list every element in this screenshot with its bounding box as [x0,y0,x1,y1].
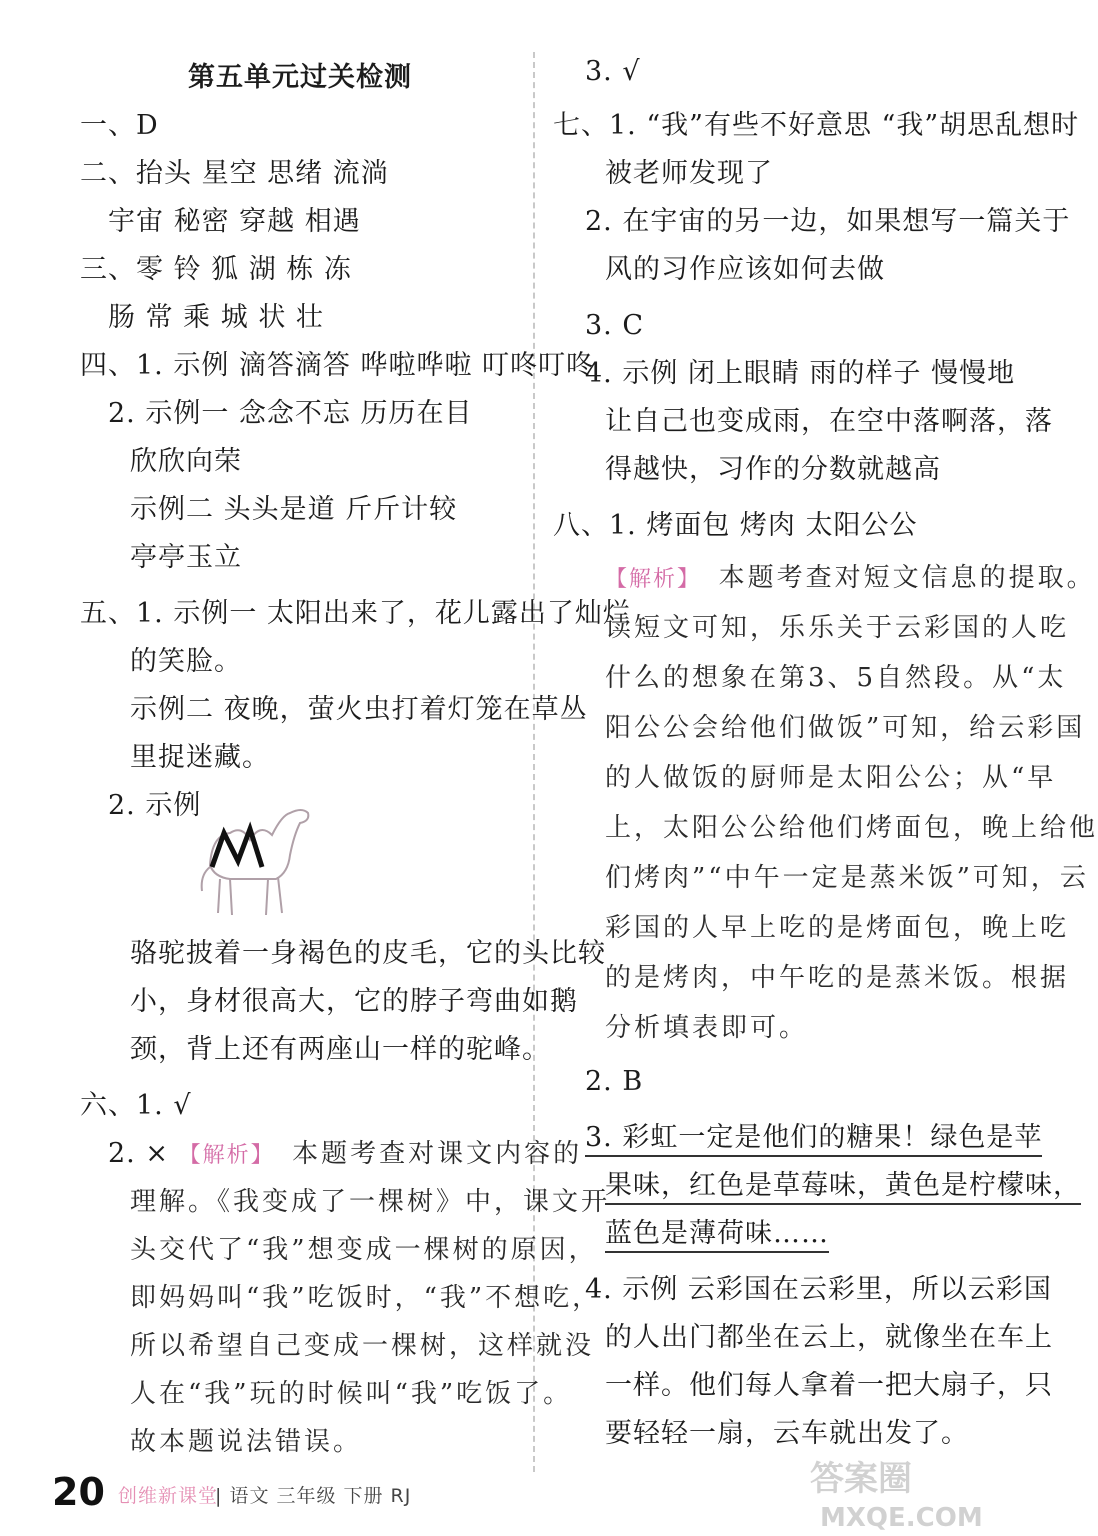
answer-line: 3. √ [585,56,641,87]
answer-line: 2. 示例一 念念不忘 历历在目 [108,398,473,429]
analysis-text: 本题考查对课文内容的 [292,1139,583,1169]
answer-line: 被老师发现了 [605,158,773,189]
answer-line: 的笑脸。 [130,646,242,677]
answer-line: 颈，背上还有两座山一样的驼峰。 [130,1034,550,1065]
analysis-line: 阳公公会给他们做饭”可知，给云彩国 [605,713,1086,743]
answer-line: 示例二 头头是道 斤斤计较 [130,494,458,525]
answer-line: 风的习作应该如何去做 [605,254,885,285]
answer-line: 4. 示例 云彩国在云彩里，所以云彩国 [585,1274,1052,1305]
answer-line-underlined [585,1118,1042,1158]
brand-logo: 创维新课堂 [118,1485,219,1507]
analysis-first-line [108,1134,582,1176]
answer-line: 示例二 夜晚，萤火虫打着灯笼在草丛 [130,694,588,725]
analysis-line: 即妈妈叫“我”吃饭时，“我”不想吃， [130,1283,602,1313]
answer-line: 一样。他们每人拿着一把大扇子，只 [605,1370,1053,1401]
answer-line: 里捉迷藏。 [130,742,270,773]
answer-line: 让自己也变成雨，在空中落啊落，落 [605,406,1053,437]
analysis-line: 头交代了“我”想变成一棵树的原因， [130,1235,598,1265]
page-number: 20 [52,1470,105,1514]
watermark-logo [800,1450,1000,1534]
analysis-tag: 【解析】 [605,567,702,592]
analysis-line: 分析填表即可。 [605,1013,809,1043]
answer-line: 亭亭玉立 [130,542,242,573]
underlined-text: 蓝色是薄荷味…… [605,1218,829,1253]
analysis-line: 理解。《我变成了一棵树》中，课文开 [130,1187,611,1217]
analysis-line: 的人做饭的厨师是太阳公公；从“早 [605,763,1057,793]
analysis-first-line [605,558,1096,600]
analysis-line: 上，太阳公公给他们烤面包，晚上给他 [605,813,1098,843]
answer-line-underlined [605,1214,829,1254]
answer-mark: 2. × [108,1138,169,1169]
analysis-line: 的是烤肉，中午吃的是蒸米饭。根据 [605,963,1070,993]
svg-text:答案圈: 答案圈 [810,1459,912,1499]
camel-drawing [190,795,320,925]
book-info: | 语文 三年级 下册 RJ [215,1485,412,1507]
answer-line: 2. 示例 [108,790,202,821]
analysis-tag: 【解析】 [178,1143,275,1168]
section-title: 第五单元过关检测 [188,62,412,93]
answer-line: 五、1. 示例一 太阳出来了，花儿露出了灿烂 [80,598,631,629]
answer-line: 七、1. “我”有些不好意思 “我”胡思乱想时 [553,110,1080,141]
analysis-line: 故本题说法错误。 [130,1427,363,1457]
answer-line: 2. 在宇宙的另一边，如果想写一篇关于 [585,206,1071,237]
analysis-line: 彩国的人早上吃的是烤面包，晚上吃 [605,913,1070,943]
answer-line: 得越快，习作的分数就越高 [605,454,941,485]
analysis-line: 人在“我”玩的时候叫“我”吃饭了。 [130,1379,573,1409]
answer-line: 宇宙 秘密 穿越 相遇 [108,206,361,237]
svg-text:MXQE.COM: MXQE.COM [820,1503,983,1533]
analysis-line: 读短文可知，乐乐关于云彩国的人吃 [605,613,1070,643]
answer-line: 二、抬头 星空 思绪 流淌 [80,158,389,189]
answer-line: 的人出门都坐在云上，就像坐在车上 [605,1322,1053,1353]
underlined-text: 果味，红色是草莓味，黄色是柠檬味， [605,1170,1081,1205]
answer-line: 三、零 铃 狐 湖 栋 冻 [80,254,352,285]
answer-line: 4. 示例 闭上眼睛 雨的样子 慢慢地 [585,358,1016,389]
answer-line: 一、D [80,110,159,141]
answer-line-underlined [605,1166,1081,1206]
analysis-line: 们烤肉”“中午一定是蒸米饭”可知，云 [605,863,1089,893]
answer-line: 2. B [585,1066,644,1097]
answer-line: 要轻轻一扇，云车就出发了。 [605,1418,969,1449]
answer-line: 欣欣向荣 [130,446,242,477]
answer-line: 六、1. √ [80,1090,192,1121]
answer-line: 八、1. 烤面包 烤肉 太阳公公 [553,510,918,541]
answer-line: 肠 常 乘 城 状 壮 [108,302,324,333]
analysis-line: 什么的想象在第3、5自然段。从“太 [605,663,1067,693]
answer-line: 四、1. 示例 滴答滴答 哗啦哗啦 叮咚叮咚 [80,350,595,381]
answer-line: 3. C [585,310,645,341]
underlined-text: 3. 彩虹一定是他们的糖果！绿色是苹 [585,1122,1042,1157]
answer-line: 骆驼披着一身褐色的皮毛，它的头比较 [130,938,606,969]
analysis-line: 所以希望自己变成一棵树，这样就没 [130,1331,595,1361]
answer-line: 小，身材很高大，它的脖子弯曲如鹅 [130,986,578,1017]
analysis-text: 本题考查对短文信息的提取。 [718,563,1096,593]
